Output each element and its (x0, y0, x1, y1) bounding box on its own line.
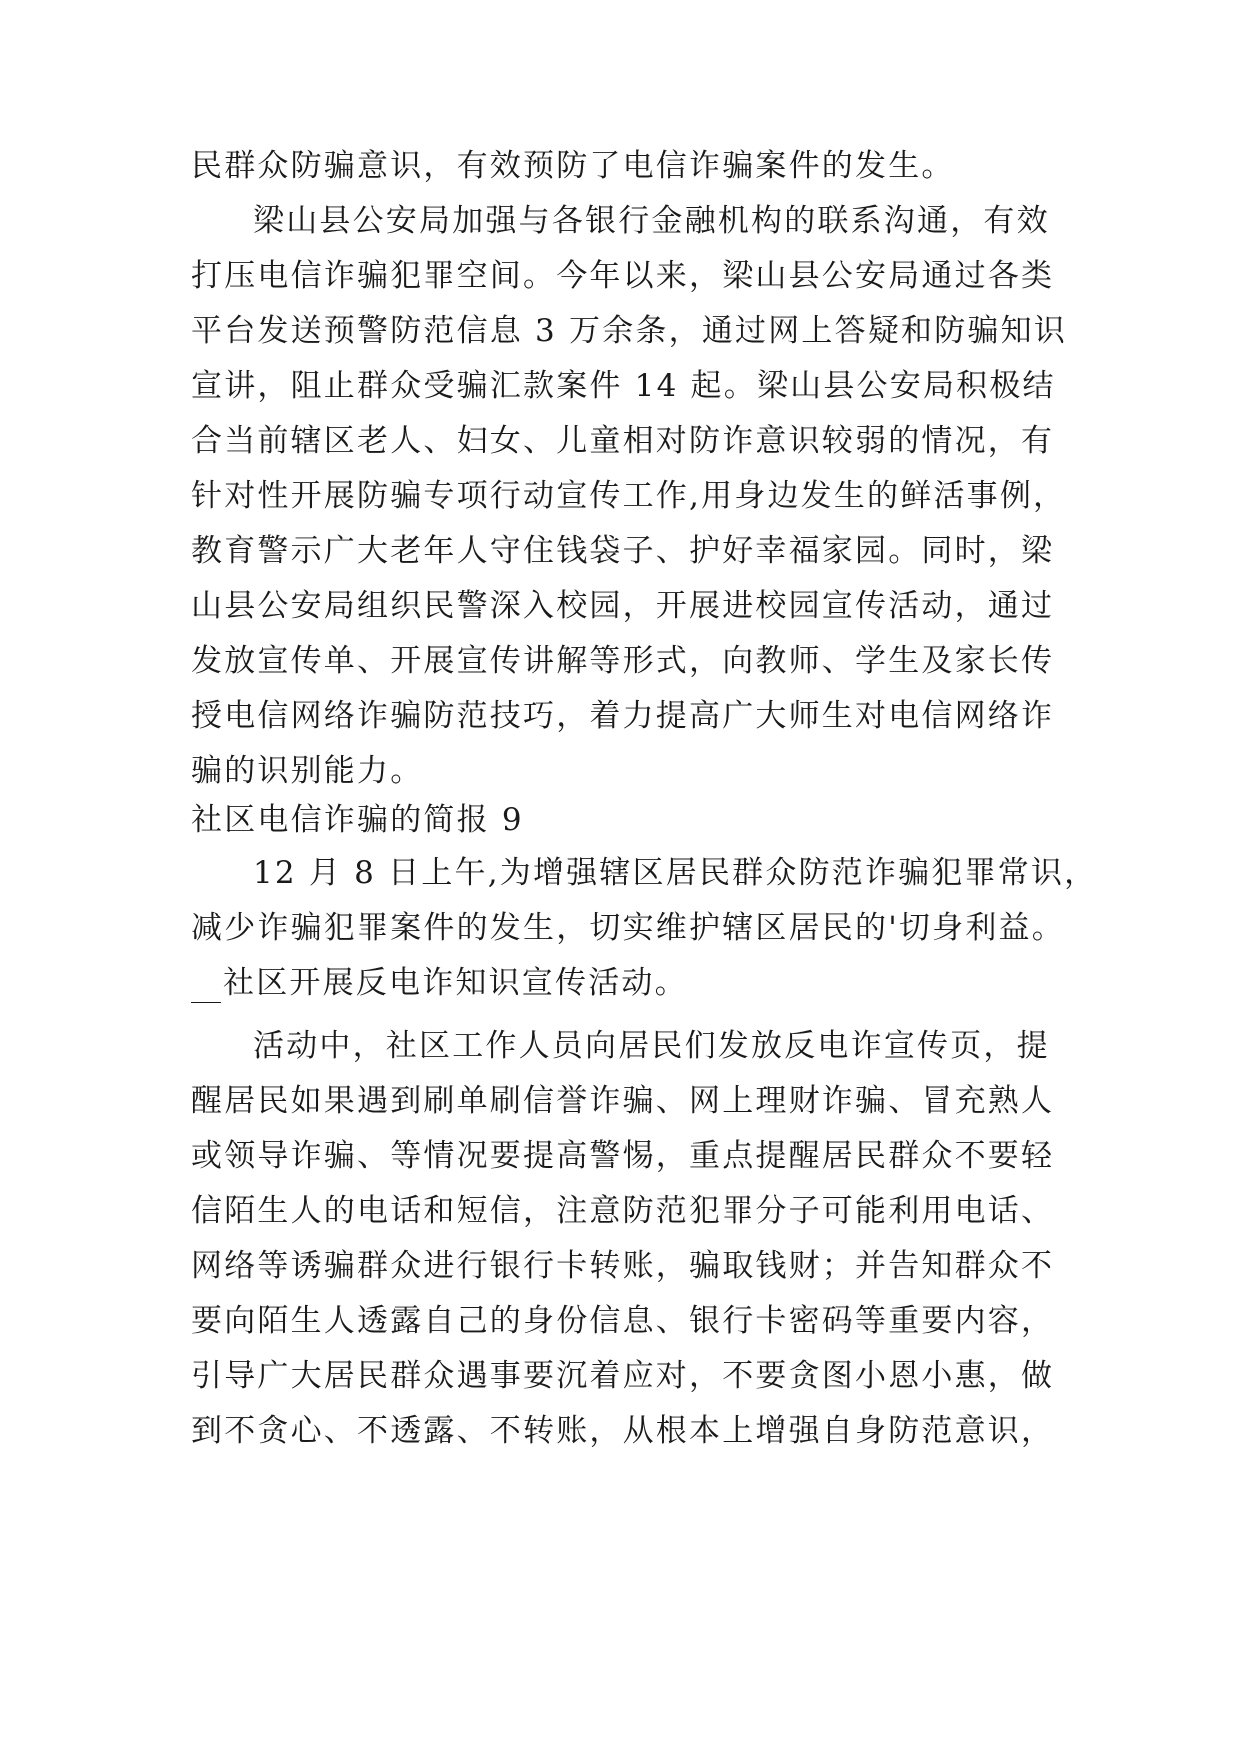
paragraph-line: 要向陌生人透露自己的身份信息、银行卡密码等重要内容， (191, 1303, 1055, 1339)
paragraph-line: 减少诈骗犯罪案件的发生，切实维护辖区居民的'切身利益。 (191, 910, 1065, 946)
paragraph-line: 宣讲，阻止群众受骗汇款案件 14 起。梁山县公安局积极结 (191, 368, 1056, 404)
paragraph-line: 授电信网络诈骗防范技巧，着力提高广大师生对电信网络诈 (191, 698, 1055, 734)
paragraph-line-with-blank (191, 963, 688, 1003)
paragraph-line: 网络等诱骗群众进行银行卡转账，骗取钱财；并告知群众不 (191, 1248, 1055, 1284)
paragraph-line: 山县公安局组织民警深入校园，开展进校园宣传活动，通过 (191, 588, 1055, 624)
paragraph-line: 活动中，社区工作人员向居民们发放反电诈宣传页，提 (253, 1028, 1050, 1064)
paragraph-line: 信陌生人的电话和短信，注意防范犯罪分子可能利用电话、 (191, 1193, 1055, 1229)
paragraph-line: 12 月 8 日上午,为增强辖区居民群众防范诈骗犯罪常识， (253, 855, 1098, 891)
paragraph-line: 或领导诈骗、等情况要提高警惕，重点提醒居民群众不要轻 (191, 1138, 1055, 1174)
paragraph-line: 醒居民如果遇到刷单刷信誉诈骗、网上理财诈骗、冒充熟人 (191, 1083, 1055, 1119)
section-heading: 社区电信诈骗的简报 9 (191, 802, 524, 838)
paragraph-line: 骗的识别能力。 (191, 753, 424, 789)
paragraph-line: 发放宣传单、开展宣传讲解等形式，向教师、学生及家长传 (191, 643, 1055, 679)
paragraph-line: 平台发送预警防范信息 3 万余条，通过网上答疑和防骗知识 (191, 313, 1068, 349)
paragraph-line: 教育警示广大老年人守住钱袋子、护好幸福家园。同时，梁 (191, 533, 1055, 569)
paragraph-line: 民群众防骗意识，有效预防了电信诈骗案件的发生。 (191, 148, 955, 184)
paragraph-line: 针对性开展防骗专项行动宣传工作,用身边发生的鲜活事例， (191, 478, 1067, 514)
paragraph-line: 引导广大居民群众遇事要沉着应对，不要贪图小恩小惠，做 (191, 1358, 1055, 1394)
fill-in-blank (191, 974, 221, 1003)
paragraph-line: 到不贪心、不透露、不转账，从根本上增强自身防范意识， (191, 1413, 1055, 1449)
paragraph-line: 合当前辖区老人、妇女、儿童相对防诈意识较弱的情况，有 (191, 423, 1055, 459)
paragraph-line: 打压电信诈骗犯罪空间。今年以来，梁山县公安局通过各类 (191, 258, 1055, 294)
paragraph-line: 梁山县公安局加强与各银行金融机构的联系沟通，有效 (253, 203, 1050, 239)
paragraph-line-text: 社区开展反电诈知识宣传活动。 (223, 965, 688, 1001)
